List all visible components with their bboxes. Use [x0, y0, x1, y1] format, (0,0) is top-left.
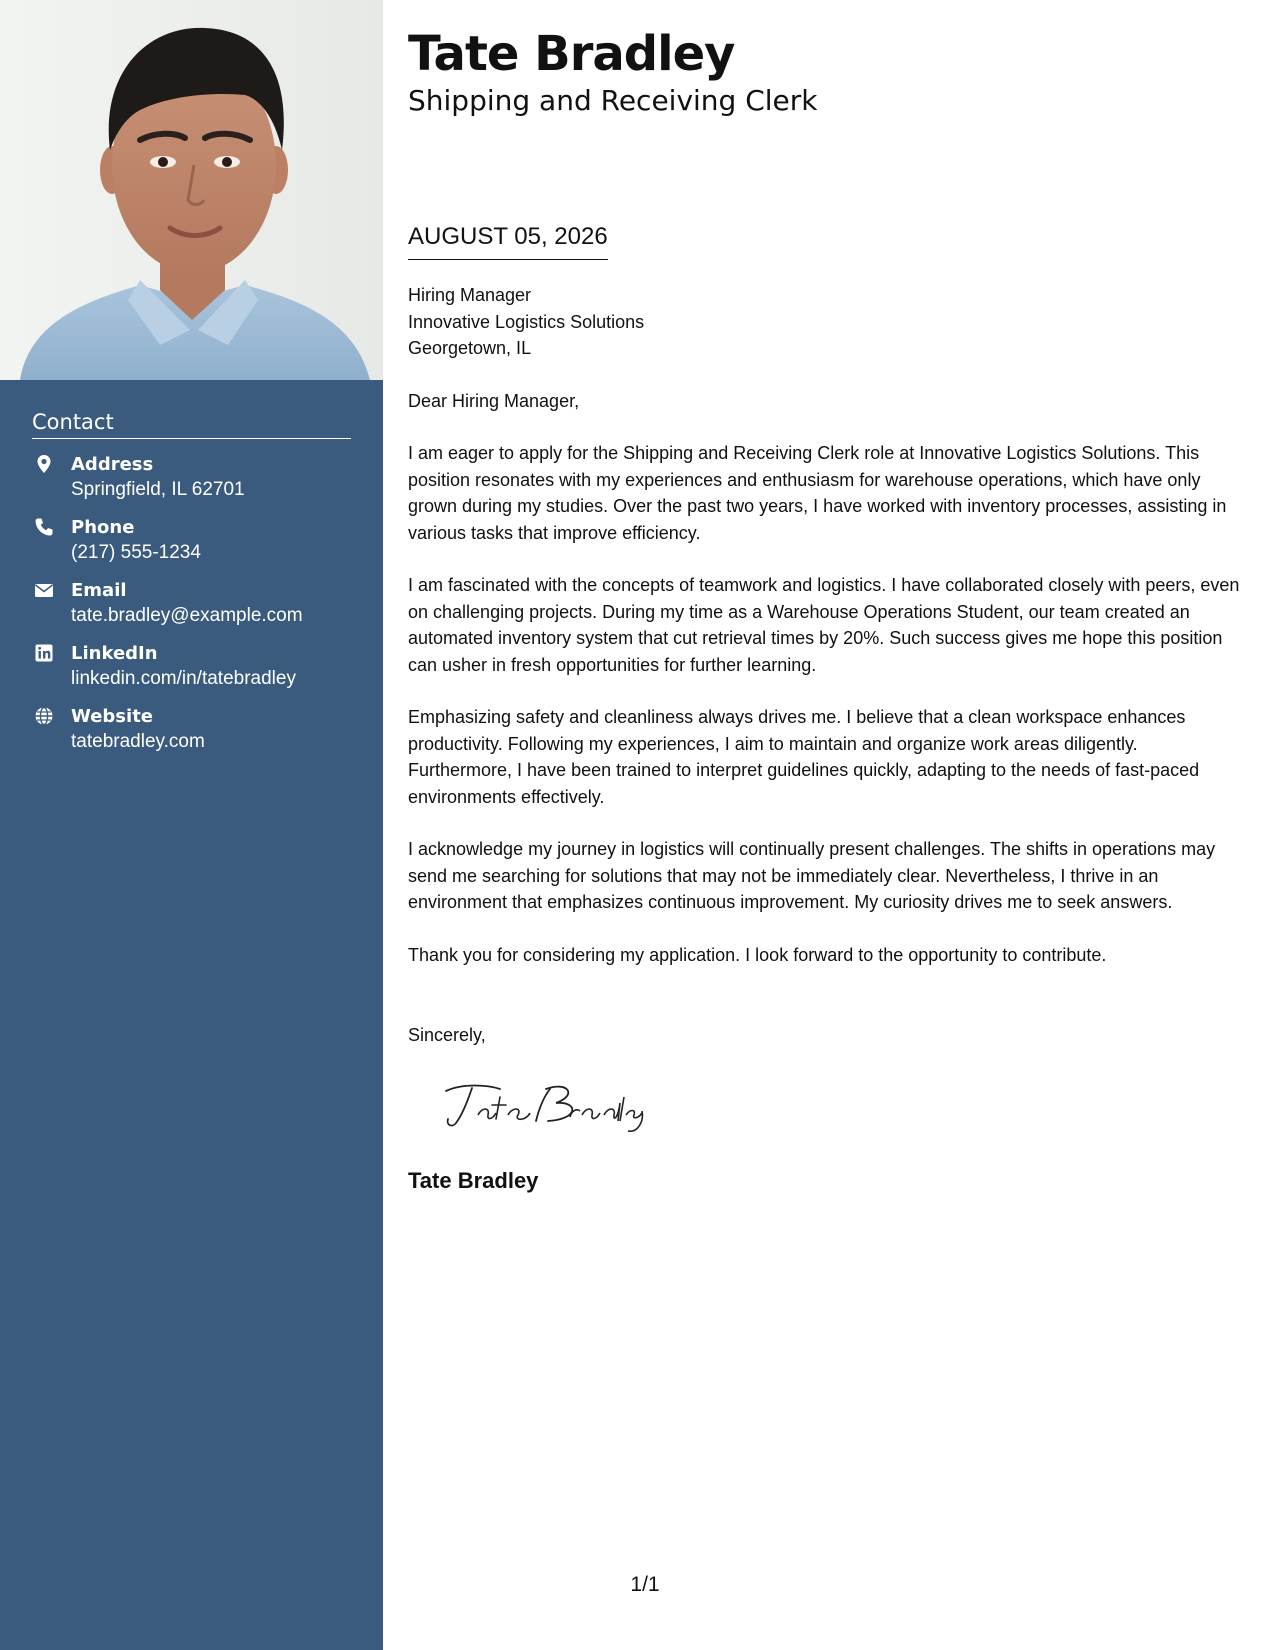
page-number: 1/1 [630, 1573, 660, 1596]
phone-label: Phone [71, 517, 135, 538]
contact-item-phone [32, 516, 351, 579]
address-value: Springfield, IL 62701 [71, 479, 245, 500]
closing: Sincerely, [408, 1025, 486, 1045]
recipient-block [408, 282, 1243, 362]
paragraph-3: Emphasizing safety and cleanliness always drives me. I believe that a clean workspace enhances productivity. Following my experiences, I aim to maintain and organize work areas diligently. Furthermore, I have been trained to interpret guidelines quickly, adapting to the needs of fast-paced environments effectively. [408, 707, 1200, 807]
contact-heading: Contact [32, 410, 351, 439]
contact-item-address [32, 453, 351, 516]
contact-section [32, 410, 351, 768]
website-label: Website [71, 706, 154, 727]
applicant-job-title: Shipping and Receiving Clerk [408, 84, 818, 117]
handwritten-signature [438, 1075, 653, 1135]
linkedin-value[interactable]: linkedin.com/in/tatebradley [71, 668, 296, 689]
linkedin-label: LinkedIn [71, 643, 158, 664]
envelope-icon [34, 580, 54, 600]
linkedin-icon [34, 643, 54, 663]
website-value[interactable]: tatebradley.com [71, 731, 205, 752]
applicant-name: Tate Bradley [408, 26, 735, 82]
map-pin-icon [34, 454, 54, 474]
recipient-location: Georgetown, IL [408, 338, 532, 358]
globe-icon [34, 706, 54, 726]
salutation: Dear Hiring Manager, [408, 390, 580, 411]
recipient-company: Innovative Logistics Solutions [408, 311, 645, 332]
phone-icon [34, 517, 54, 537]
contact-item-email [32, 579, 351, 642]
address-label: Address [71, 454, 154, 475]
contact-item-website [32, 705, 351, 768]
signer-name: Tate Bradley [408, 1168, 539, 1193]
recipient-title: Hiring Manager [408, 285, 532, 305]
paragraph-1: I am eager to apply for the Shipping and Receiving Clerk role at Innovative Logistics Solutions. This position resonates with my experiences and enthusiasm for warehouse operations, which have only grown during my studies. Over the past two years, I have worked with inventory processes, assisting in various tasks that improve efficiency. [408, 443, 1227, 543]
letter-date: AUGUST 05, 2026 [408, 221, 608, 260]
contact-item-linkedin [32, 642, 351, 705]
paragraph-4: I acknowledge my journey in logistics will continually present challenges. The shifts in operations may send me searching for solutions that may not be immediately clear. Nevertheless, I thrive in an environment that emphasizes continuous improvement. My curiosity drives me to seek answers. [408, 839, 1216, 912]
email-value[interactable]: tate.bradley@example.com [71, 605, 303, 626]
profile-photo [0, 0, 383, 380]
letter-text [408, 282, 1243, 994]
email-label: Email [71, 580, 127, 601]
sidebar [0, 0, 383, 1650]
paragraph-5: Thank you for considering my application. I look forward to the opportunity to contribute. [408, 944, 1107, 965]
phone-value: (217) 555-1234 [71, 542, 201, 563]
paragraph-2: I am fascinated with the concepts of teamwork and logistics. I have collaborated closely with peers, even on challenging projects. During my time as a Warehouse Operations Student, our team created an automated inventory system that cut retrieval times by 20%. Such success gives me hope this position can usher in fresh opportunities for further learning. [408, 575, 1240, 675]
